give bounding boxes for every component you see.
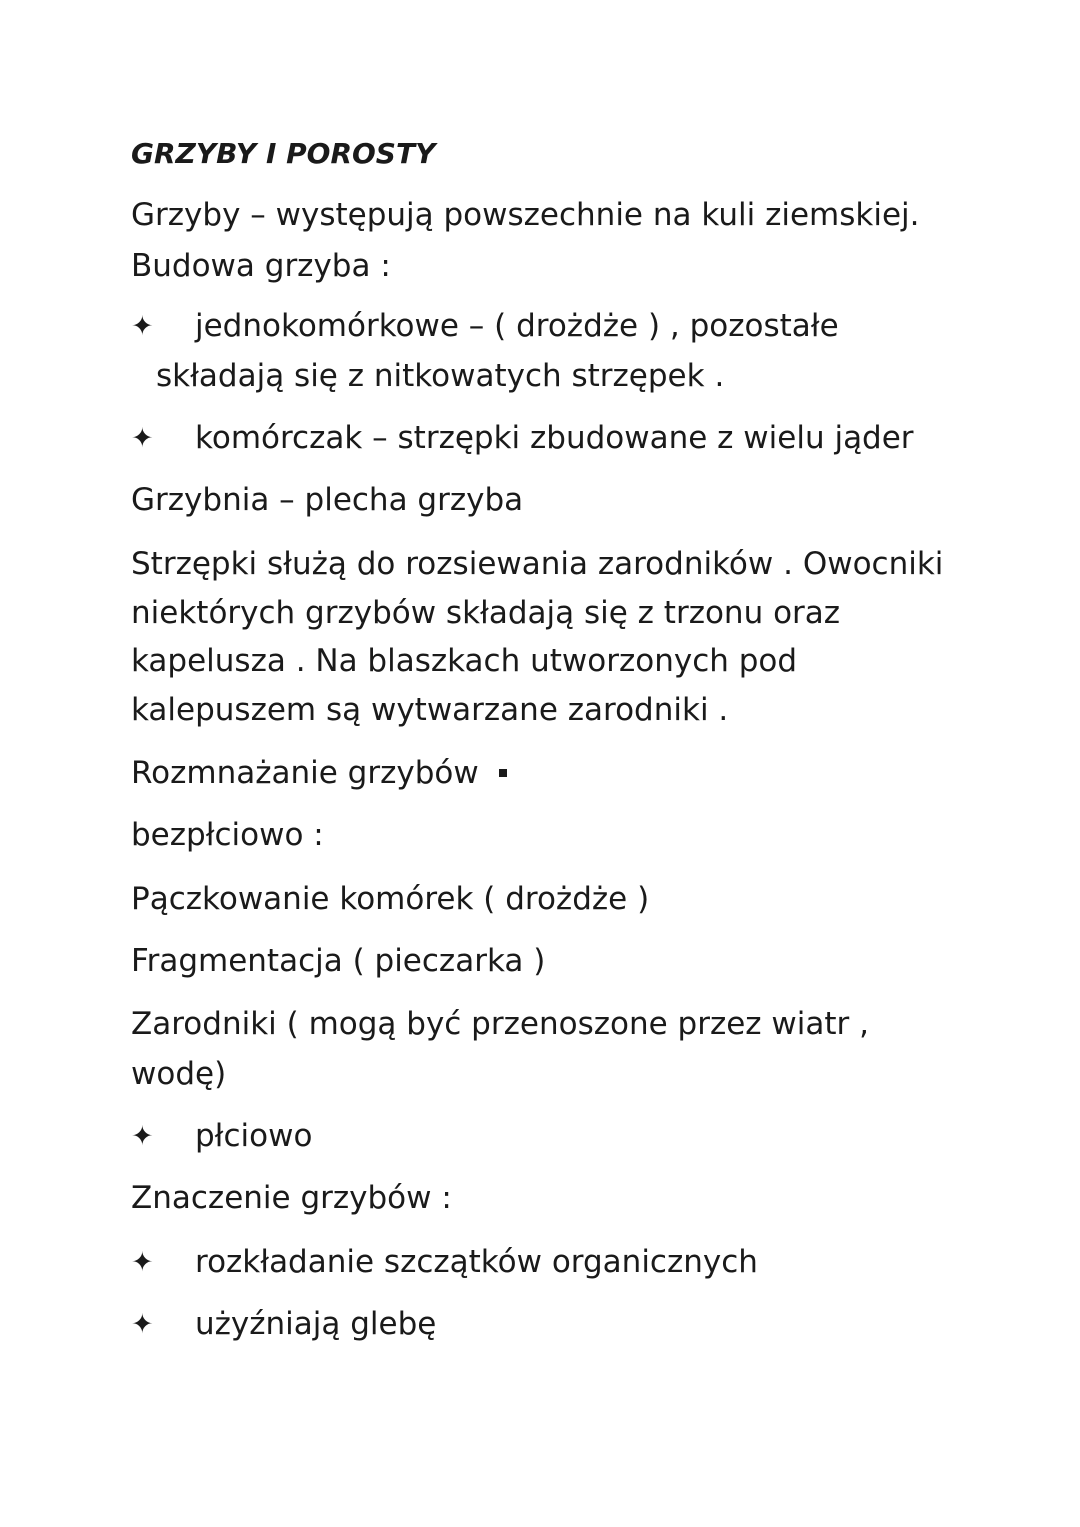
text-line: bezpłciowo :: [131, 817, 324, 853]
bullet-star-icon: ✦: [131, 423, 154, 454]
square-bullet-icon: [499, 769, 507, 777]
text-line: Zarodniki ( mogą być przenoszone przez wiatr ,: [131, 1006, 869, 1042]
text-line: Fragmentacja ( pieczarka ): [131, 943, 546, 979]
bullet-star-icon: ✦: [131, 1309, 154, 1340]
text-line-continuation: wodę): [131, 1056, 227, 1092]
text-line: Budowa grzyba :: [131, 248, 391, 284]
text-line: Pączkowanie komórek ( drożdże ): [131, 881, 650, 917]
text-line: Grzyby – występują powszechnie na kuli ziemskiej.: [131, 197, 920, 233]
text-line: Grzybnia – plecha grzyba: [131, 482, 524, 518]
text-line: Znaczenie grzybów :: [131, 1180, 452, 1216]
paragraph-line: Strzępki służą do rozsiewania zarodników . Owocniki: [131, 546, 944, 582]
bullet-item: komórczak – strzępki zbudowane z wielu jąder: [195, 420, 914, 456]
bullet-item: rozkładanie szczątków organicznych: [195, 1244, 758, 1280]
document-title: GRZYBY I POROSTY: [131, 137, 436, 170]
bullet-star-icon: ✦: [131, 311, 154, 342]
bullet-item-continuation: składają się z nitkowatych strzępek .: [156, 358, 725, 394]
paragraph-line: kapelusza . Na blaszkach utworzonych pod: [131, 643, 798, 679]
section-heading-line: [131, 749, 507, 798]
bullet-item: jednokomórkowe – ( drożdże ) , pozostałe: [195, 308, 839, 344]
bullet-item: użyźniają glebę: [195, 1306, 437, 1342]
bullet-star-icon: ✦: [131, 1247, 154, 1278]
paragraph-line: kalepuszem są wytwarzane zarodniki .: [131, 692, 729, 728]
section-heading-text: Rozmnażanie grzybów: [131, 755, 479, 791]
bullet-item: płciowo: [195, 1118, 313, 1154]
bullet-star-icon: ✦: [131, 1121, 154, 1152]
paragraph-line: niektórych grzybów składają się z trzonu oraz: [131, 595, 841, 631]
